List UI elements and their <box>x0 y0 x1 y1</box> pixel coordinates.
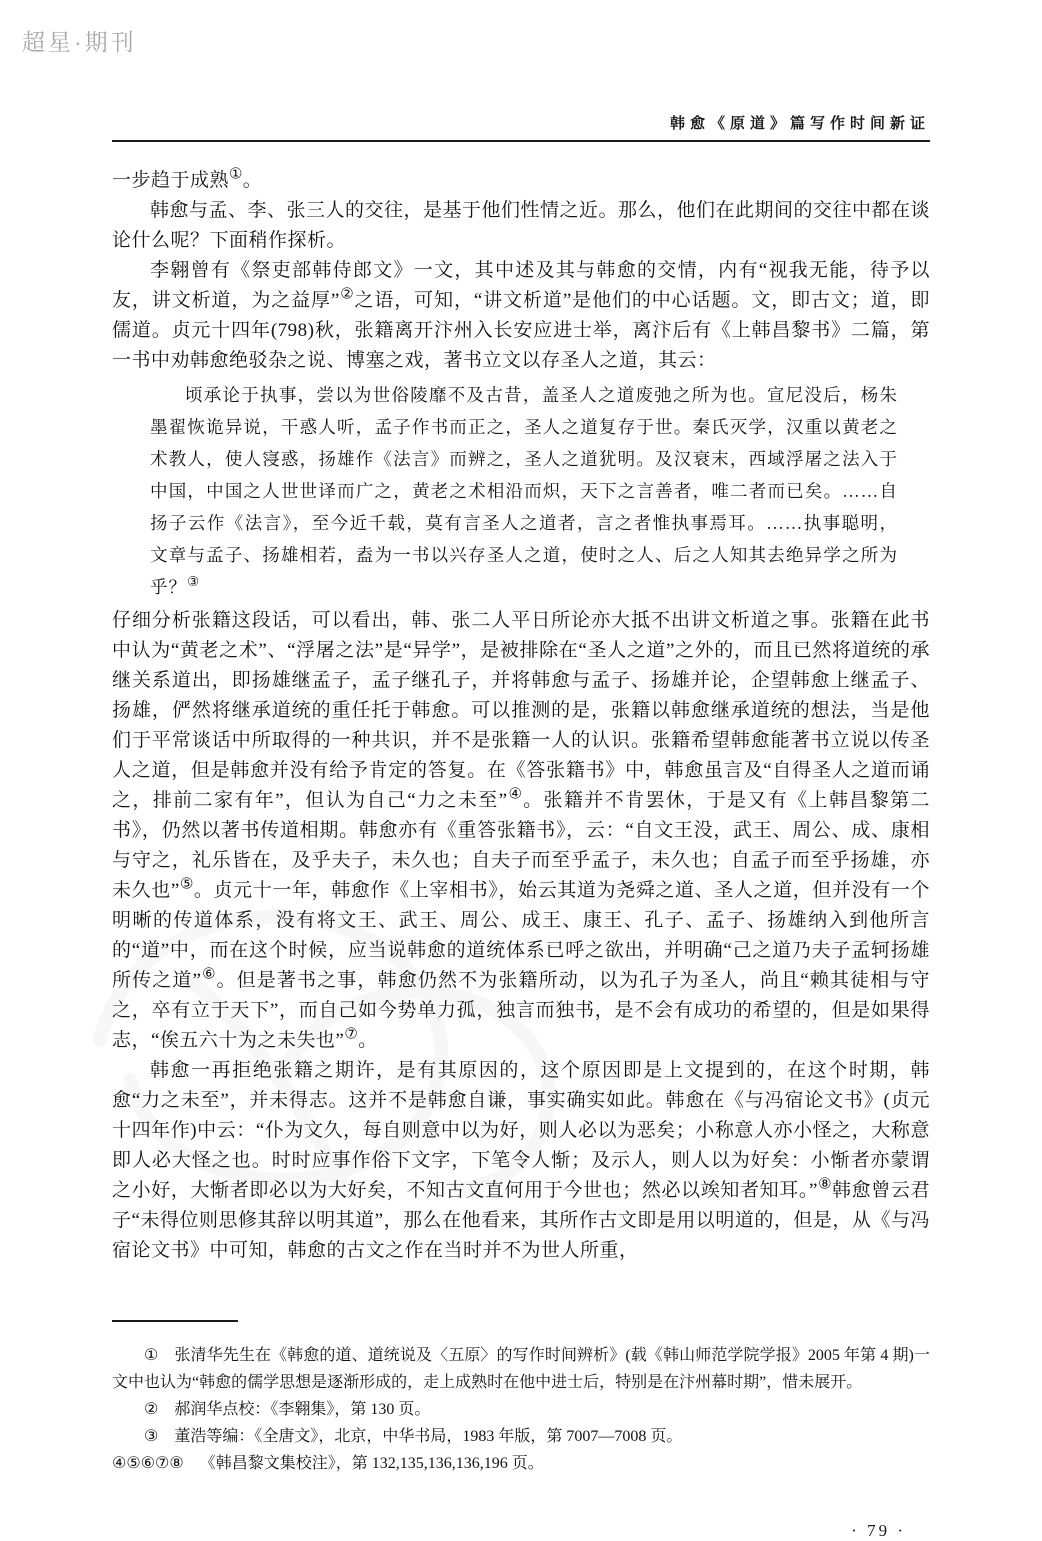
footnote-item <box>112 1423 930 1450</box>
footnote-item <box>112 1342 930 1396</box>
footnote-text: 董浩等编：《全唐文》，北京，中华书局，1983 年版，第 7007—7008 页。 <box>174 1428 683 1445</box>
paragraph: 李翱曾有《祭吏部韩侍郎文》一文，其中述及其与韩愈的交情，内有“视我无能，待予以友，讲文析道，为之益厚”②之语，可知，“讲文析道”是他们的中心话题。文，即古文；道，即儒道。贞元十四年(798)秋，张籍离开汴州入长安应进士举，离汴后有《上韩昌黎书》二篇，第一书中劝韩愈绝驳杂之说、博塞之戏，著书立文以存圣人之道，其云： <box>112 260 931 371</box>
paragraph-continuation: 一步趋于成熟①。 <box>112 166 263 191</box>
footnote-marker: ③ <box>144 1428 159 1445</box>
running-head-title: 韩愈《原道》篇写作时间新证 <box>669 116 930 132</box>
page-content <box>112 0 930 1541</box>
header-rule <box>112 140 930 142</box>
article-body <box>112 166 930 1266</box>
footnote-item <box>112 1396 930 1423</box>
footnote-marker: ② <box>144 1401 159 1418</box>
chaoxing-journal-logo: 超星·期刊 <box>22 29 137 55</box>
block-quote: 顷承论于执事，尝以为世俗陵靡不及古昔，盖圣人之道废弛之所为也。宣尼没后，杨朱墨翟恢诡异说，干惑人听，孟子作书而正之，圣人之道复存于世。秦氏灭学，汉重以黄老之术教人，使人寖惑，扬雄作《法言》而辨之，圣人之道犹明。及汉衰末，西域浮屠之法入于中国，中国之人世世译而广之，黄老之术相沿而炽，天下之言善者，唯二者而已矣。……自扬子云作《法言》，至今近千载，莫有言圣人之道者，言之者惟执事焉耳。……执事聪明，文章与孟子、扬雄相若，盍为一书以兴存圣人之道，使时之人、后之人知其去绝异学之所为乎？③ <box>150 385 898 597</box>
page-number: · 79 · <box>851 1521 906 1540</box>
paragraph: 韩愈与孟、李、张三人的交往，是基于他们性情之近。那么，他们在此期间的交往中都在谈论什么呢？下面稍作探析。 <box>112 200 931 251</box>
footnotes <box>112 1342 930 1477</box>
footnote-marker: ④⑤⑥⑦⑧ <box>112 1455 184 1472</box>
footnote-marker: ① <box>144 1347 159 1364</box>
footnote-text: 张清华先生在《韩愈的道、道统说及〈五原〉的写作时间辨析》(载《韩山师范学院学报》2005 年第 4 期)一文中也认为“韩愈的儒学思想是逐渐形成的，走上成熟时在他中进士后，特别是在汴州幕时期”，惜未展开。 <box>112 1347 930 1391</box>
footnote-separator <box>112 1320 238 1322</box>
footnote-text: 《韩昌黎文集校注》，第 132,135,136,136,196 页。 <box>199 1455 544 1472</box>
footnote-text: 郝润华点校：《李翱集》，第 130 页。 <box>174 1401 431 1418</box>
footnote-item <box>112 1450 930 1477</box>
paragraph: 仔细分析张籍这段话，可以看出，韩、张二人平日所论亦大抵不出讲文析道之事。张籍在此书中认为“黄老之术”、“浮屠之法”是“异学”，是被排除在“圣人之道”之外的，而且已然将道统的承继关系道出，即扬雄继孟子，孟子继孔子，并将韩愈与孟子、扬雄并论，企望韩愈上继孟子、扬雄，俨然将继承道统的重任托于韩愈。可以推测的是，张籍以韩愈继承道统的想法，当是他们于平常谈话中所取得的一种共识，并不是张籍一人的认识。张籍希望韩愈能著书立说以传圣人之道，但是韩愈并没有给予肯定的答复。在《答张籍书》中，韩愈虽言及“自得圣人之道而诵之，排前二家有年”，但认为自己“力之未至”④。张籍并不肯罢休，于是又有《上韩昌黎第二书》，仍然以著书传道相期。韩愈亦有《重答张籍书》，云：“自文王没，武王、周公、成、康相与守之，礼乐皆在，及乎夫子，未久也；自夫子而至乎孟子，未久也；自孟子而至乎扬雄，亦未久也”⑤。贞元十一年，韩愈作《上宰相书》，始云其道为尧舜之道、圣人之道，但并没有一个明晰的传道体系，没有将文王、武王、周公、成王、康王、孔子、孟子、扬雄纳入到他所言的“道”中，而在这个时候，应当说韩愈的道统体系已呼之欲出，并明确“己之道乃夫子孟轲扬雄所传之道”⑥。但是著书之事，韩愈仍然不为张籍所动，以为孔子为圣人，尚且“赖其徒相与守之，卒有立于天下”，而自己如今势单力孤，独言而独书，是不会有成功的希望的，但是如果得志，“俟五六十为之未失也”⑦。 <box>112 610 931 1051</box>
paragraph: 韩愈一再拒绝张籍之期许，是有其原因的，这个原因即是上文提到的，在这个时期，韩愈“力之未至”，并未得志。这并不是韩愈自谦，事实确实如此。韩愈在《与冯宿论文书》(贞元十四年作)中云：“仆为文久，每自则意中以为好，则人必以为恶矣；小称意人亦小怪之，大称意即人必大怪之也。时时应事作俗下文字，下笔令人惭；及示人，则人以为好矣：小惭者亦蒙谓之小好，大惭者即必以为大好矣，不知古文直何用于今世也；然必以竢知者知耳。”⑧韩愈曾云君子“未得位则思修其辞以明其道”，那么在他看来，其所作古文即是用以明道的，但是，从《与冯宿论文书》中可知，韩愈的古文之作在当时并不为世人所重， <box>112 1060 930 1261</box>
